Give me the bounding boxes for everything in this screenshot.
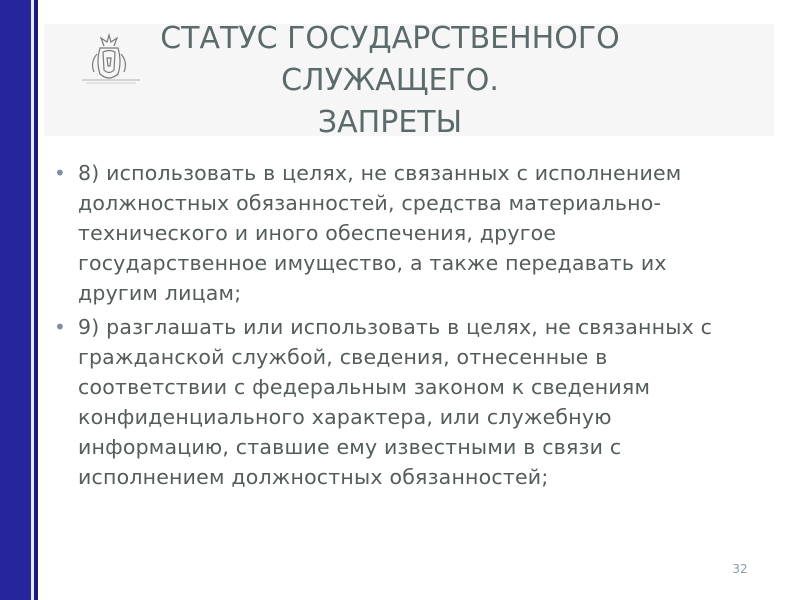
left-sidebar-edge	[34, 0, 38, 600]
title-line: СТАТУС ГОСУДАРСТВЕННОГО	[160, 21, 620, 56]
title-line: ЗАПРЕТЫ	[317, 105, 463, 140]
bullet-marker-icon: •	[54, 315, 66, 339]
bullet-marker-icon: •	[54, 161, 66, 185]
page-number: 32	[732, 562, 748, 576]
bullet-text: 8) использовать в целях, не связанных с исполнением должностных обязанностей, средства материально-технического и иного обеспечения, другое государственное имущество, а также передавать их другим лицам;	[78, 161, 682, 305]
bullet-item	[52, 158, 752, 308]
bullet-list	[52, 158, 752, 496]
left-sidebar-bar	[0, 0, 31, 600]
bullet-item	[52, 312, 752, 492]
title-line: СЛУЖАЩЕГО.	[281, 63, 499, 98]
bullet-text: 9) разглашать или использовать в целях, не связанных с гражданской службой, сведения, отнесенные в соответствии с федеральным законом к сведениям конфиденциального характера, или служебную информацию, ставшие ему известными в связи с исполнением должностных обязанностей;	[78, 315, 713, 489]
slide-title	[110, 18, 670, 144]
